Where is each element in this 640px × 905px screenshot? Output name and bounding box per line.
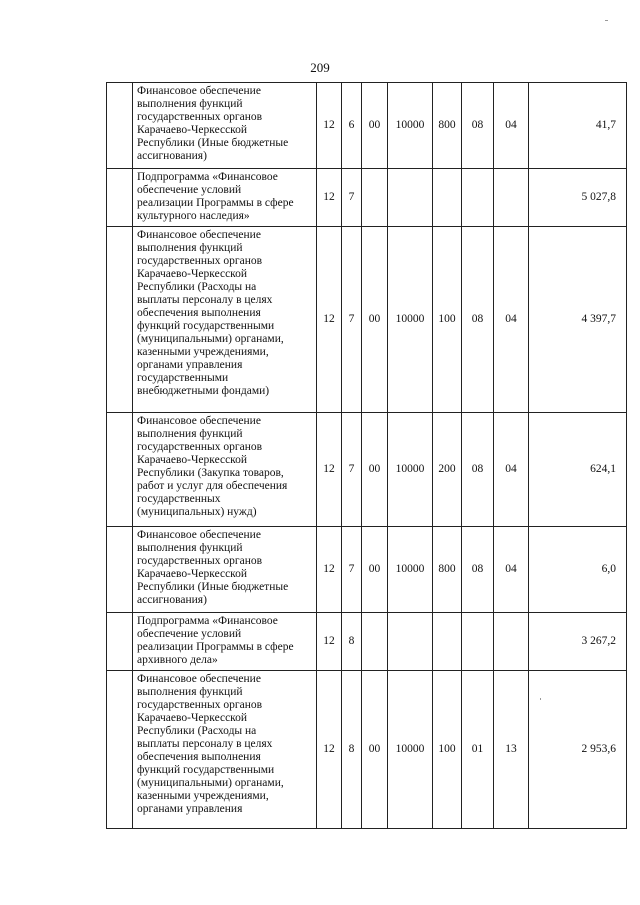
code-cell: [433, 169, 462, 227]
amount-cell: 41,7: [529, 83, 627, 169]
code-cell: 12: [317, 671, 342, 829]
code-cell: 08: [462, 227, 494, 413]
code-cell: 7: [342, 413, 362, 527]
code-cell: 10000: [388, 527, 433, 613]
code-cell: [494, 169, 529, 227]
code-cell: 00: [362, 527, 388, 613]
code-cell: [388, 613, 433, 671]
amount-cell: 3 267,2: [529, 613, 627, 671]
code-cell: 10000: [388, 413, 433, 527]
table-row: [107, 227, 627, 413]
table-row: [107, 83, 627, 169]
code-cell: 7: [342, 169, 362, 227]
code-cell: 00: [362, 671, 388, 829]
empty-cell: [107, 413, 133, 527]
code-cell: 8: [342, 671, 362, 829]
page-number: 209: [310, 60, 330, 75]
code-cell: 10000: [388, 671, 433, 829]
code-cell: 12: [317, 413, 342, 527]
amount-cell: 2 953,6: [529, 671, 627, 829]
empty-cell: [107, 227, 133, 413]
row-name: Финансовое обеспечение выполнения функций государственных органов Карачаево-Черкесской Республики (Иные бюджетные ассигнования): [133, 83, 317, 169]
code-cell: [362, 613, 388, 671]
code-cell: [494, 613, 529, 671]
row-name: Финансовое обеспечение выполнения функций государственных органов Карачаево-Черкесской Республики (Расходы на выплаты персоналу в целях обеспечения выполнения функций государственными (муниципальными) органами, казенными учреждениями, органами управления государственными внебюджетными фондами): [133, 227, 317, 413]
scan-speck: [605, 20, 608, 21]
code-cell: 12: [317, 527, 342, 613]
row-name: Финансовое обеспечение выполнения функций государственных органов Карачаево-Черкесской Республики (Иные бюджетные ассигнования): [133, 527, 317, 613]
code-cell: 00: [362, 413, 388, 527]
code-cell: 01: [462, 671, 494, 829]
empty-cell: [107, 671, 133, 829]
code-cell: 04: [494, 227, 529, 413]
code-cell: 12: [317, 613, 342, 671]
code-cell: 12: [317, 227, 342, 413]
code-cell: 13: [494, 671, 529, 829]
code-cell: 7: [342, 527, 362, 613]
code-cell: 08: [462, 527, 494, 613]
row-name: Финансовое обеспечение выполнения функций государственных органов Карачаево-Черкесской Республики (Закупка товаров, работ и услуг для обеспечения государственных (муниципальных) нужд): [133, 413, 317, 527]
code-cell: [462, 613, 494, 671]
table-row: [107, 613, 627, 671]
code-cell: 04: [494, 413, 529, 527]
code-cell: 00: [362, 83, 388, 169]
code-cell: 00: [362, 227, 388, 413]
amount-cell: 4 397,7: [529, 227, 627, 413]
code-cell: 800: [433, 527, 462, 613]
code-cell: 12: [317, 169, 342, 227]
amount-cell: 624,1: [529, 413, 627, 527]
row-name: Финансовое обеспечение выполнения функций государственных органов Карачаево-Черкесской Республики (Расходы на выплаты персоналу в целях обеспечения выполнения функций государственными (муниципальными) органами, казенными учреждениями, органами управления: [133, 671, 317, 829]
code-cell: 200: [433, 413, 462, 527]
code-cell: [433, 613, 462, 671]
code-cell: 8: [342, 613, 362, 671]
empty-cell: [107, 527, 133, 613]
table-row: [107, 169, 627, 227]
code-cell: 10000: [388, 227, 433, 413]
empty-cell: [107, 83, 133, 169]
code-cell: 04: [494, 527, 529, 613]
code-cell: [388, 169, 433, 227]
code-cell: 7: [342, 227, 362, 413]
budget-table: [106, 82, 627, 829]
code-cell: 10000: [388, 83, 433, 169]
code-cell: 100: [433, 227, 462, 413]
amount-cell: 5 027,8: [529, 169, 627, 227]
table-row: [107, 527, 627, 613]
empty-cell: [107, 613, 133, 671]
table-row: [107, 671, 627, 829]
empty-cell: [107, 169, 133, 227]
table-row: [107, 413, 627, 527]
code-cell: 12: [317, 83, 342, 169]
code-cell: [462, 169, 494, 227]
code-cell: 100: [433, 671, 462, 829]
code-cell: 800: [433, 83, 462, 169]
amount-cell: 6,0: [529, 527, 627, 613]
code-cell: 08: [462, 83, 494, 169]
scan-speck: [540, 698, 541, 700]
row-name: Подпрограмма «Финансовое обеспечение условий реализации Программы в сфере культурного наследия»: [133, 169, 317, 227]
code-cell: 08: [462, 413, 494, 527]
code-cell: 04: [494, 83, 529, 169]
code-cell: 6: [342, 83, 362, 169]
row-name: Подпрограмма «Финансовое обеспечение условий реализации Программы в сфере архивного дела»: [133, 613, 317, 671]
code-cell: [362, 169, 388, 227]
